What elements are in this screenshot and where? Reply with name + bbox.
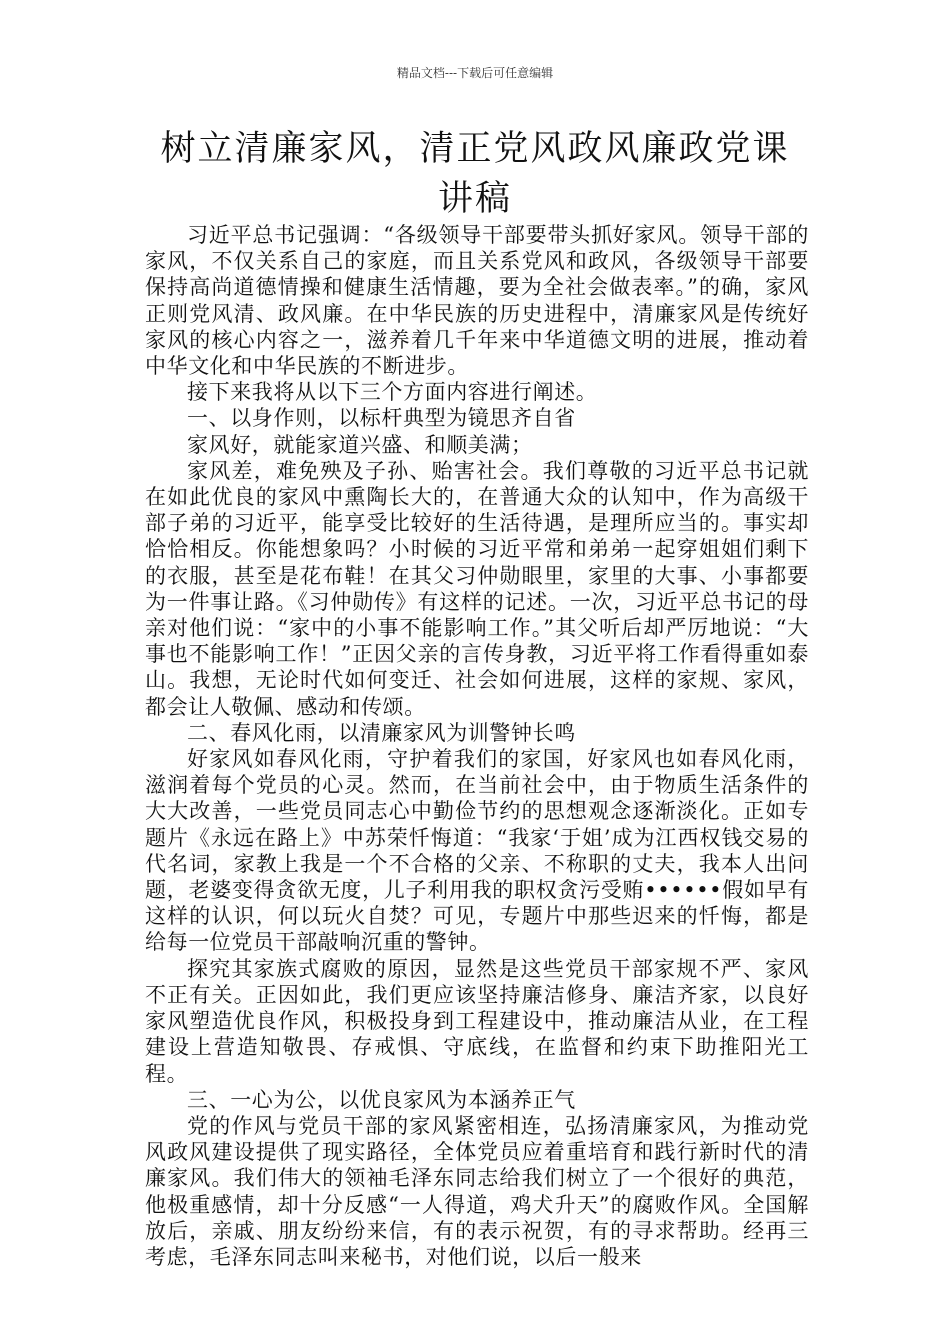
section-heading-1: 一、以身作则，以标杆典型为镜思齐自省	[187, 406, 576, 431]
paragraph: 家风差，难免殃及子孙、贻害社会。我们尊敬的习近平总书记就在如此优良的家风中熏陶长大的，在普通大众的认知中，作为高级干部子弟的习近平，能享受比较好的生活待遇，是理所应当的。事实却恰恰相反。你能想象吗？小时候的习近平常和弟弟一起穿姐姐们剩下的衣服，甚至是花布鞋！在其父习仲勋眼里，家里的大事、小事都要为一件事让路。《习仲勋传》有这样的记述。一次，习近平总书记的母亲对他们说：“家中的小事不能影响工作。”其父听后却严厉地说：“大事也不能影响工作！”正因父亲的言传身教，习近平将工作看得重如泰山。我想，无论时代如何变迁、社会如何进展，这样的家规、家风，都会让人敬佩、感动和传颂。	[145, 458, 809, 719]
paragraph: 好家风如春风化雨，守护着我们的家国，好家风也如春风化雨，滋润着每个党员的心灵。然而，在当前社会中，由于物质生活条件的大大改善，一些党员同志心中勤俭节约的思想观念逐渐淡化。正如专题片《永远在路上》中苏荣忏悔道：“我家‘于姐’成为江西权钱交易的代名词，家教上我是一个不合格的父亲、不称职的丈夫，我本人出问题，老婆变得贪欲无度，儿子利用我的职权贪污受贿••••••假如早有这样的认识，何以玩火自焚？可见，专题片中那些迟来的忏悔，都是给每一位党员干部敲响沉重的警钟。	[145, 747, 809, 955]
header-note: 精品文档---下载后可任意编辑	[396, 66, 554, 80]
document-body	[145, 222, 809, 1270]
paragraph-outline: 接下来我将从以下三个方面内容进行阐述。	[187, 380, 598, 405]
paragraph: 探究其家族式腐败的原因，显然是这些党员干部家规不严、家风不正有关。正因如此，我们更应该坚持廉洁修身、廉洁齐家，以良好家风塑造优良作风，积极投身到工程建设中，推动廉洁从业，在工程建设上营造知敬畏、存戒惧、守底线，在监督和约束下助推阳光工程。	[145, 956, 809, 1086]
document-title: 树立清廉家风，清正党风政风廉政党课讲稿	[160, 129, 790, 219]
section-heading-2: 二、春风化雨，以清廉家风为训警钟长鸣	[187, 720, 576, 745]
paragraph: 家风好，就能家道兴盛、和顺美满；	[187, 432, 533, 457]
paragraph: 党的作风与党员干部的家风紧密相连，弘扬清廉家风，为推动党风政风建设提供了现实路径，全体党员应着重培育和践行新时代的清廉家风。我们伟大的领袖毛泽东同志给我们树立了一个很好的典范，他极重感情，却十分反感“一人得道，鸡犬升天”的腐败作风。全国解放后，亲戚、朋友纷纷来信，有的表示祝贺，有的寻求帮助。经再三考虑，毛泽东同志叫来秘书，对他们说，以后一般来	[145, 1113, 809, 1269]
paragraph-intro: 习近平总书记强调：“各级领导干部要带头抓好家风。领导干部的家风，不仅关系自己的家庭，而且关系党风和政风，各级领导干部要保持高尚道德情操和健康生活情趣，要为全社会做表率。”的确，家风正则党风清、政风廉。在中华民族的历史进程中，清廉家风是传统好家风的核心内容之一，滋养着几千年来中华道德文明的进展，推动着中华文化和中华民族的不断进步。	[145, 223, 809, 379]
section-heading-3: 三、一心为公，以优良家风为本涵养正气	[187, 1087, 576, 1112]
